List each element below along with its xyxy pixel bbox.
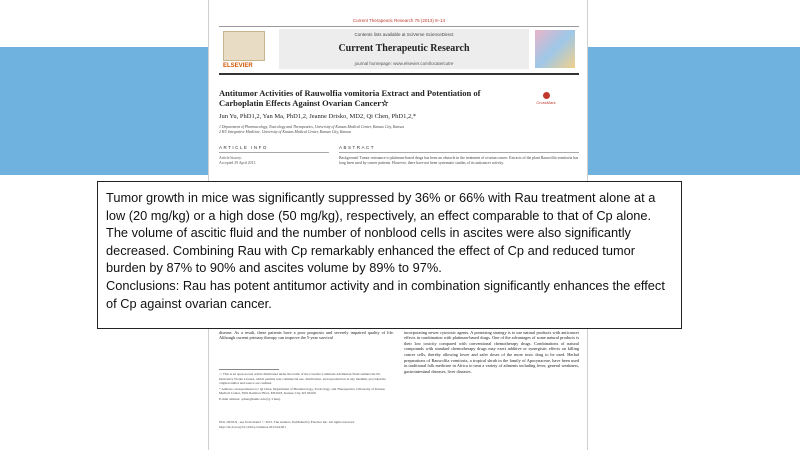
abstract-heading: ABSTRACT	[339, 145, 376, 150]
journal-title: Current Therapeutic Research	[338, 43, 470, 54]
crossmark-icon	[543, 92, 550, 99]
crossmark-badge[interactable]	[531, 92, 561, 104]
footnote-divider	[219, 369, 279, 370]
header-banner	[279, 29, 529, 69]
footnote-license: ☆ This is an open-access article distributed under the terms of the Creative Commons Attribution-NonCommercial-No Derivative Works License, which permits non-commercial use, distribution, and reproduction in any medium, provided the original author and source are credited.	[219, 372, 386, 386]
article-info-heading: ARTICLE INFO	[219, 145, 268, 150]
abstract-callout	[97, 181, 682, 329]
journal-homepage[interactable]: journal homepage: www.elsevier.com/locate/cutre	[354, 61, 454, 66]
author-list: Jun Yu, PhD1,2, Yan Ma, PhD1,2, Jeanne Drisko, MD2, Qi Chen, PhD1,2,*	[219, 113, 417, 120]
article-history	[219, 156, 329, 166]
abstract-background: Background: Tumor resistance to platinum-based drugs has been an obstacle in the treatment of ovarian cancer. Extracts of the plant Rauwolfia vomitoria has long been used by cancer patients. However, there have not been systematic studies of its anticancer activity.	[339, 156, 579, 165]
divider	[339, 152, 579, 153]
copyright-line: 0011-393X/$ - see front matter © 2013. The Authors. Published by Elsevier Inc. All rights reserved.	[219, 420, 355, 424]
contents-line[interactable]: Contents lists available at SciVerse ScienceDirect	[354, 32, 454, 37]
journal-reference: Current Therapeutic Research 75 (2013) 8–14	[352, 18, 446, 23]
footnote-correspondence: * Address correspondence to: Qi Chen, Department of Pharmacology, Toxicology, and Therapeutics, University of Kansas Medical Center, 3901 Rainbow Blvd, MS1018, Kansas City, KS 66160.	[219, 386, 385, 396]
journal-header	[219, 26, 579, 75]
results-text: Tumor growth in mice was significantly suppressed by 36% or 66% with Rau treatment alone at a low (20 mg/kg) or a high dose (50 mg/kg), respectively, an effect comparable to that of Cp alone. The volume of ascitic fluid and the number of nonblood cells in ascites were also significantly decreased. Combining Rau with Cp remarkably enhanced the effect of Cp and reduced tumor burden by 87% to 90% and ascites volume by 89% to 97%.	[106, 190, 656, 276]
affiliation-2: 2 KU Integrative Medicine, University of Kansas Medical Center, Kansas City, Kansas	[219, 130, 352, 134]
footnote-email[interactable]: E-mail address: qchen@kumc.edu (Q. Chen).	[219, 396, 281, 401]
copyright-block	[219, 420, 579, 429]
journal-cover-image	[535, 30, 575, 68]
doi-link[interactable]: http://dx.doi.org/10.1016/j.curtheres.2013.04.001	[219, 424, 286, 429]
body-column-right: incorporating newer cytotoxic agents. A promising strategy is to use natural products with anticancer effects in combination with platinum-based drugs. One of the advantages of some natural products is their low toxicity compared with conventional chemotherapy drugs. Combinations of natural compounds with standard chemotherapy drugs may exert additive or synergistic effects on killing cancer cells, thereby allowing lower and safer doses of the more toxic drug to be used. Herbal preparations of Rauwolfia vomitoria, a tropical shrub in the family of Apocynaceae, have been used in traditional folk medicine in Africa to treat a variety of ailments including fever, general weakness, gastrointestinal diseases, liver diseases.	[404, 329, 579, 374]
elsevier-logo	[223, 31, 271, 67]
history-accepted: Accepted 29 April 2013	[219, 161, 256, 165]
article-title: Antitumor Activities of Rauwolfia vomitoria Extract and Potentiation of Carboplatin Effects Against Ovarian Cancer☆	[219, 88, 481, 108]
affiliation-1: 1 Department of Pharmacology, Toxicology and Therapeutics, University of Kansas Medical Center, Kansas City, Kansas	[219, 125, 405, 129]
conclusions-text: Conclusions: Rau has potent antitumor activity and in combination significantly enhances the effect of Cp against ovarian cancer.	[106, 277, 665, 311]
publisher-name: ELSEVIER	[223, 63, 253, 69]
tree-icon	[223, 31, 265, 61]
crossmark-label: CrossMark	[536, 100, 556, 105]
history-label: Article history:	[219, 156, 243, 160]
footnotes	[219, 372, 394, 403]
body-column-left: disease. As a result, these patients have a poor prognosis and severely impaired quality of life. Although current primary therapy can improve the 5-year survival	[219, 329, 394, 341]
divider	[219, 152, 329, 153]
